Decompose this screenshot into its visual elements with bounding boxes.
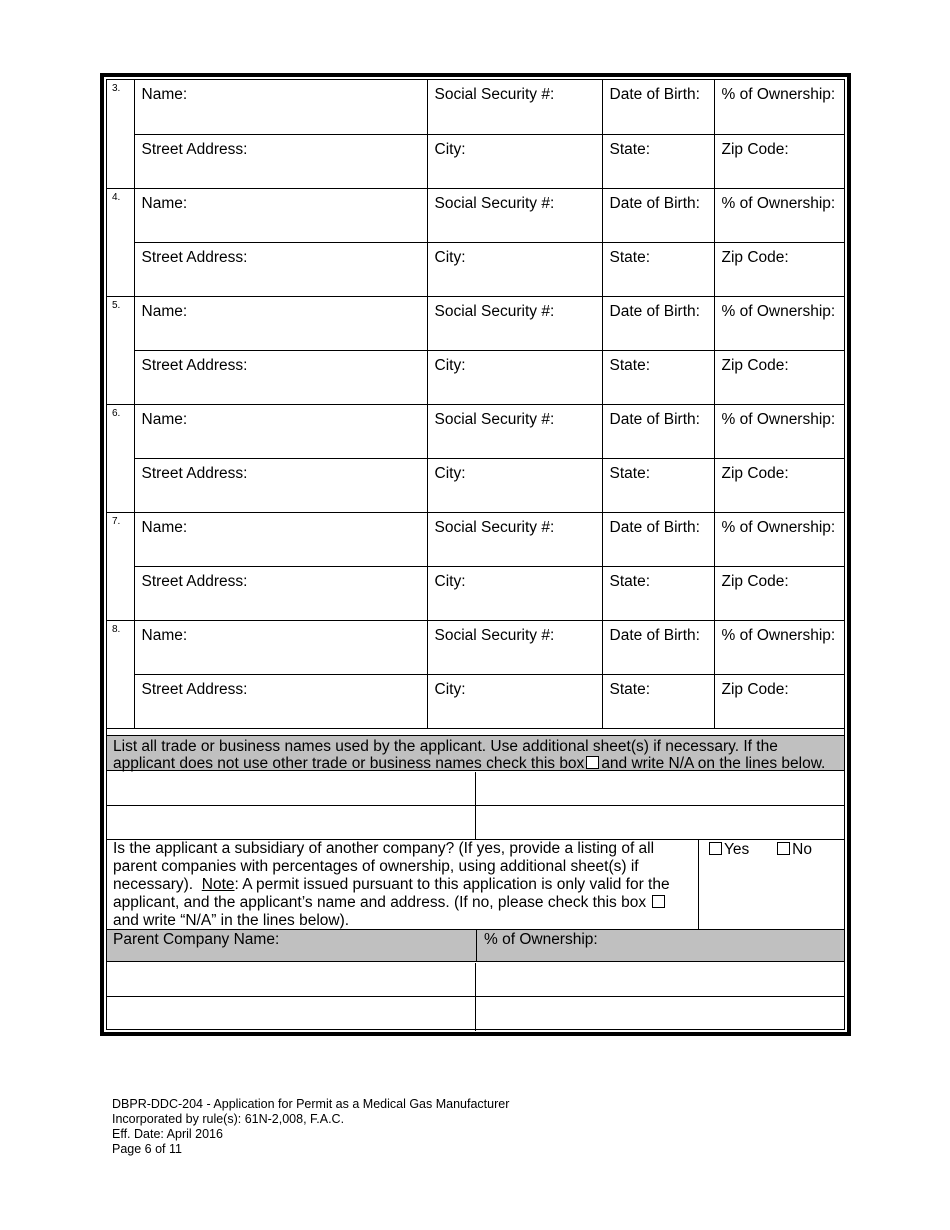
name-label: Name: bbox=[141, 518, 188, 536]
owner-row-address bbox=[107, 458, 844, 512]
parent-company-name-field[interactable] bbox=[107, 963, 476, 997]
owner-street-field[interactable] bbox=[134, 350, 427, 404]
ownership-label: % of Ownership: bbox=[721, 302, 836, 320]
owner-ownership-field[interactable] bbox=[714, 296, 844, 350]
owner-name-field[interactable] bbox=[134, 404, 427, 458]
dob-label: Date of Birth: bbox=[609, 626, 700, 644]
parent-ownership-field[interactable] bbox=[476, 963, 844, 997]
owner-number: 5. bbox=[107, 296, 134, 404]
zip-label: Zip Code: bbox=[721, 572, 789, 590]
parent-company-name-field[interactable] bbox=[107, 997, 476, 1031]
subsidiary-question bbox=[107, 839, 844, 930]
owner-zip-field[interactable] bbox=[714, 242, 844, 296]
owner-number: 4. bbox=[107, 188, 134, 296]
subsidiary-line3-start: necessary). bbox=[113, 876, 194, 893]
owner-row-address bbox=[107, 350, 844, 404]
owner-dob-field[interactable] bbox=[602, 404, 714, 458]
dob-label: Date of Birth: bbox=[609, 302, 700, 320]
no-trade-names-checkbox[interactable] bbox=[586, 756, 599, 769]
owner-street-field[interactable] bbox=[134, 566, 427, 620]
owner-state-field[interactable] bbox=[602, 134, 714, 188]
owner-state-field[interactable] bbox=[602, 458, 714, 512]
owner-ssn-field[interactable] bbox=[427, 620, 602, 674]
owner-zip-field[interactable] bbox=[714, 350, 844, 404]
owner-number: 7. bbox=[107, 512, 134, 620]
trade-names-line1: List all trade or business names used by the applicant. Use additional sheet(s) if necessary. If the bbox=[113, 738, 778, 755]
owner-row-address bbox=[107, 674, 844, 728]
dob-label: Date of Birth: bbox=[609, 410, 700, 428]
owner-ssn-field[interactable] bbox=[427, 404, 602, 458]
dob-label: Date of Birth: bbox=[609, 86, 700, 103]
owner-ssn-field[interactable] bbox=[427, 80, 602, 134]
city-label: City: bbox=[434, 680, 466, 698]
trade-name-field[interactable] bbox=[476, 806, 844, 840]
trade-names-line2-text: applicant does not use other trade or business names check this box bbox=[113, 755, 585, 772]
not-subsidiary-checkbox[interactable] bbox=[652, 895, 665, 908]
owner-row-identity bbox=[107, 80, 844, 134]
city-label: City: bbox=[434, 140, 466, 158]
state-label: State: bbox=[609, 464, 650, 482]
zip-label: Zip Code: bbox=[721, 248, 789, 266]
parent-company-row bbox=[107, 963, 844, 997]
city-label: City: bbox=[434, 572, 466, 590]
form-id: DBPR-DDC-204 - Application for Permit as a Medical Gas Manufacturer bbox=[112, 1097, 510, 1111]
owner-row-address bbox=[107, 566, 844, 620]
name-label: Name: bbox=[141, 302, 188, 320]
owner-ownership-field[interactable] bbox=[714, 80, 844, 134]
zip-label: Zip Code: bbox=[721, 356, 789, 374]
owner-ownership-field[interactable] bbox=[714, 188, 844, 242]
owner-row-identity bbox=[107, 620, 844, 674]
owner-number: 8. bbox=[107, 620, 134, 728]
owner-street-field[interactable] bbox=[134, 134, 427, 188]
owner-row-address bbox=[107, 134, 844, 188]
street-label: Street Address: bbox=[141, 572, 248, 590]
owner-street-field[interactable] bbox=[134, 458, 427, 512]
subsidiary-line3-end: : A permit issued pursuant to this application is only valid for the bbox=[234, 876, 670, 893]
owner-ownership-field[interactable] bbox=[714, 404, 844, 458]
owner-zip-field[interactable] bbox=[714, 458, 844, 512]
note-label: Note bbox=[201, 876, 235, 893]
owner-row-identity bbox=[107, 404, 844, 458]
owner-name-field[interactable] bbox=[134, 296, 427, 350]
owner-number: 6. bbox=[107, 404, 134, 512]
owner-city-field[interactable] bbox=[427, 350, 602, 404]
owner-state-field[interactable] bbox=[602, 242, 714, 296]
subsidiary-line2: parent companies with percentages of ownership, using additional sheet(s) if bbox=[113, 858, 639, 875]
owner-row-identity bbox=[107, 296, 844, 350]
trade-name-field[interactable] bbox=[107, 772, 476, 806]
street-label: Street Address: bbox=[141, 680, 248, 698]
owner-name-field[interactable] bbox=[134, 188, 427, 242]
street-label: Street Address: bbox=[141, 464, 248, 482]
subsidiary-line4-text: applicant, and the applicant’s name and address. (If no, please check this box bbox=[113, 894, 647, 911]
effective-date: Eff. Date: April 2016 bbox=[112, 1127, 223, 1141]
trade-name-field[interactable] bbox=[476, 772, 844, 806]
owner-state-field[interactable] bbox=[602, 566, 714, 620]
yes-no-options bbox=[707, 841, 812, 859]
form-inner bbox=[106, 79, 845, 1030]
owner-name-field[interactable] bbox=[134, 80, 427, 134]
page-footer bbox=[112, 1097, 509, 1157]
street-label: Street Address: bbox=[141, 356, 248, 374]
owner-zip-field[interactable] bbox=[714, 674, 844, 728]
name-label: Name: bbox=[141, 194, 188, 212]
owner-zip-field[interactable] bbox=[714, 566, 844, 620]
trade-name-row bbox=[107, 772, 844, 806]
owner-dob-field[interactable] bbox=[602, 512, 714, 566]
subsidiary-line5: and write “N/A” in the lines below). bbox=[113, 912, 350, 929]
ssn-label: Social Security #: bbox=[434, 410, 555, 428]
trade-name-field[interactable] bbox=[107, 806, 476, 840]
ssn-label: Social Security #: bbox=[434, 626, 555, 644]
state-label: State: bbox=[609, 572, 650, 590]
trade-name-row bbox=[107, 806, 844, 840]
owner-street-field[interactable] bbox=[134, 674, 427, 728]
owner-city-field[interactable] bbox=[427, 134, 602, 188]
city-label: City: bbox=[434, 248, 466, 266]
owner-dob-field[interactable] bbox=[602, 188, 714, 242]
ownership-label: % of Ownership: bbox=[721, 194, 836, 212]
zip-label: Zip Code: bbox=[721, 680, 789, 698]
owner-name-field[interactable] bbox=[134, 512, 427, 566]
owner-city-field[interactable] bbox=[427, 674, 602, 728]
owner-state-field[interactable] bbox=[602, 674, 714, 728]
column-divider bbox=[476, 930, 477, 962]
owner-street-field[interactable] bbox=[134, 242, 427, 296]
subsidiary-line1: Is the applicant a subsidiary of another company? (If yes, provide a listing of all bbox=[113, 840, 655, 857]
ownership-label: % of Ownership: bbox=[721, 626, 836, 644]
trade-names-instructions bbox=[107, 735, 844, 771]
owner-dob-field[interactable] bbox=[602, 296, 714, 350]
owner-state-field[interactable] bbox=[602, 350, 714, 404]
zip-label: Zip Code: bbox=[721, 464, 789, 482]
owner-zip-field[interactable] bbox=[714, 134, 844, 188]
state-label: State: bbox=[609, 248, 650, 266]
owner-dob-field[interactable] bbox=[602, 620, 714, 674]
city-label: City: bbox=[434, 464, 466, 482]
parent-ownership-field[interactable] bbox=[476, 997, 844, 1031]
owner-city-field[interactable] bbox=[427, 458, 602, 512]
ownership-label: % of Ownership: bbox=[721, 410, 836, 428]
dob-label: Date of Birth: bbox=[609, 194, 700, 212]
zip-label: Zip Code: bbox=[721, 140, 789, 158]
trade-names-line2-end: and write N/A on the lines below. bbox=[601, 755, 826, 772]
street-label: Street Address: bbox=[141, 140, 248, 158]
owner-row-identity bbox=[107, 188, 844, 242]
ssn-label: Social Security #: bbox=[434, 86, 555, 103]
ssn-label: Social Security #: bbox=[434, 194, 555, 212]
ssn-label: Social Security #: bbox=[434, 518, 555, 536]
state-label: State: bbox=[609, 356, 650, 374]
yes-label: Yes bbox=[724, 841, 750, 858]
owner-dob-field[interactable] bbox=[602, 80, 714, 134]
owner-ssn-field[interactable] bbox=[427, 296, 602, 350]
city-label: City: bbox=[434, 356, 466, 374]
owner-ownership-field[interactable] bbox=[714, 512, 844, 566]
owner-row-address bbox=[107, 242, 844, 296]
no-checkbox[interactable] bbox=[777, 842, 790, 855]
parent-company-header bbox=[107, 930, 844, 962]
subsidiary-line3 bbox=[113, 876, 692, 894]
trade-names-line2 bbox=[113, 755, 844, 772]
owner-city-field[interactable] bbox=[427, 242, 602, 296]
state-label: State: bbox=[609, 680, 650, 698]
form-frame bbox=[100, 73, 851, 1036]
parent-company-name-header: Parent Company Name: bbox=[113, 931, 280, 948]
owner-row-identity bbox=[107, 512, 844, 566]
owner-city-field[interactable] bbox=[427, 566, 602, 620]
name-label: Name: bbox=[141, 86, 188, 103]
owner-ssn-field[interactable] bbox=[427, 512, 602, 566]
rule-reference: Incorporated by rule(s): 61N-2,008, F.A.C. bbox=[112, 1112, 345, 1126]
owner-name-field[interactable] bbox=[134, 620, 427, 674]
subsidiary-line4 bbox=[113, 894, 692, 912]
owner-ssn-field[interactable] bbox=[427, 188, 602, 242]
owners-table bbox=[107, 80, 844, 729]
subsidiary-question-text bbox=[107, 839, 699, 930]
name-label: Name: bbox=[141, 410, 188, 428]
ssn-label: Social Security #: bbox=[434, 302, 555, 320]
dob-label: Date of Birth: bbox=[609, 518, 700, 536]
name-label: Name: bbox=[141, 626, 188, 644]
ownership-label: % of Ownership: bbox=[721, 518, 836, 536]
page-number: Page 6 of 11 bbox=[112, 1142, 182, 1156]
state-label: State: bbox=[609, 140, 650, 158]
owner-ownership-field[interactable] bbox=[714, 620, 844, 674]
no-label: No bbox=[792, 841, 812, 858]
yes-checkbox[interactable] bbox=[709, 842, 722, 855]
street-label: Street Address: bbox=[141, 248, 248, 266]
parent-ownership-header: % of Ownership: bbox=[484, 931, 598, 948]
parent-company-row bbox=[107, 997, 844, 1031]
ownership-label: % of Ownership: bbox=[721, 86, 836, 103]
owner-number: 3. bbox=[107, 80, 134, 188]
owners-body bbox=[107, 80, 844, 728]
